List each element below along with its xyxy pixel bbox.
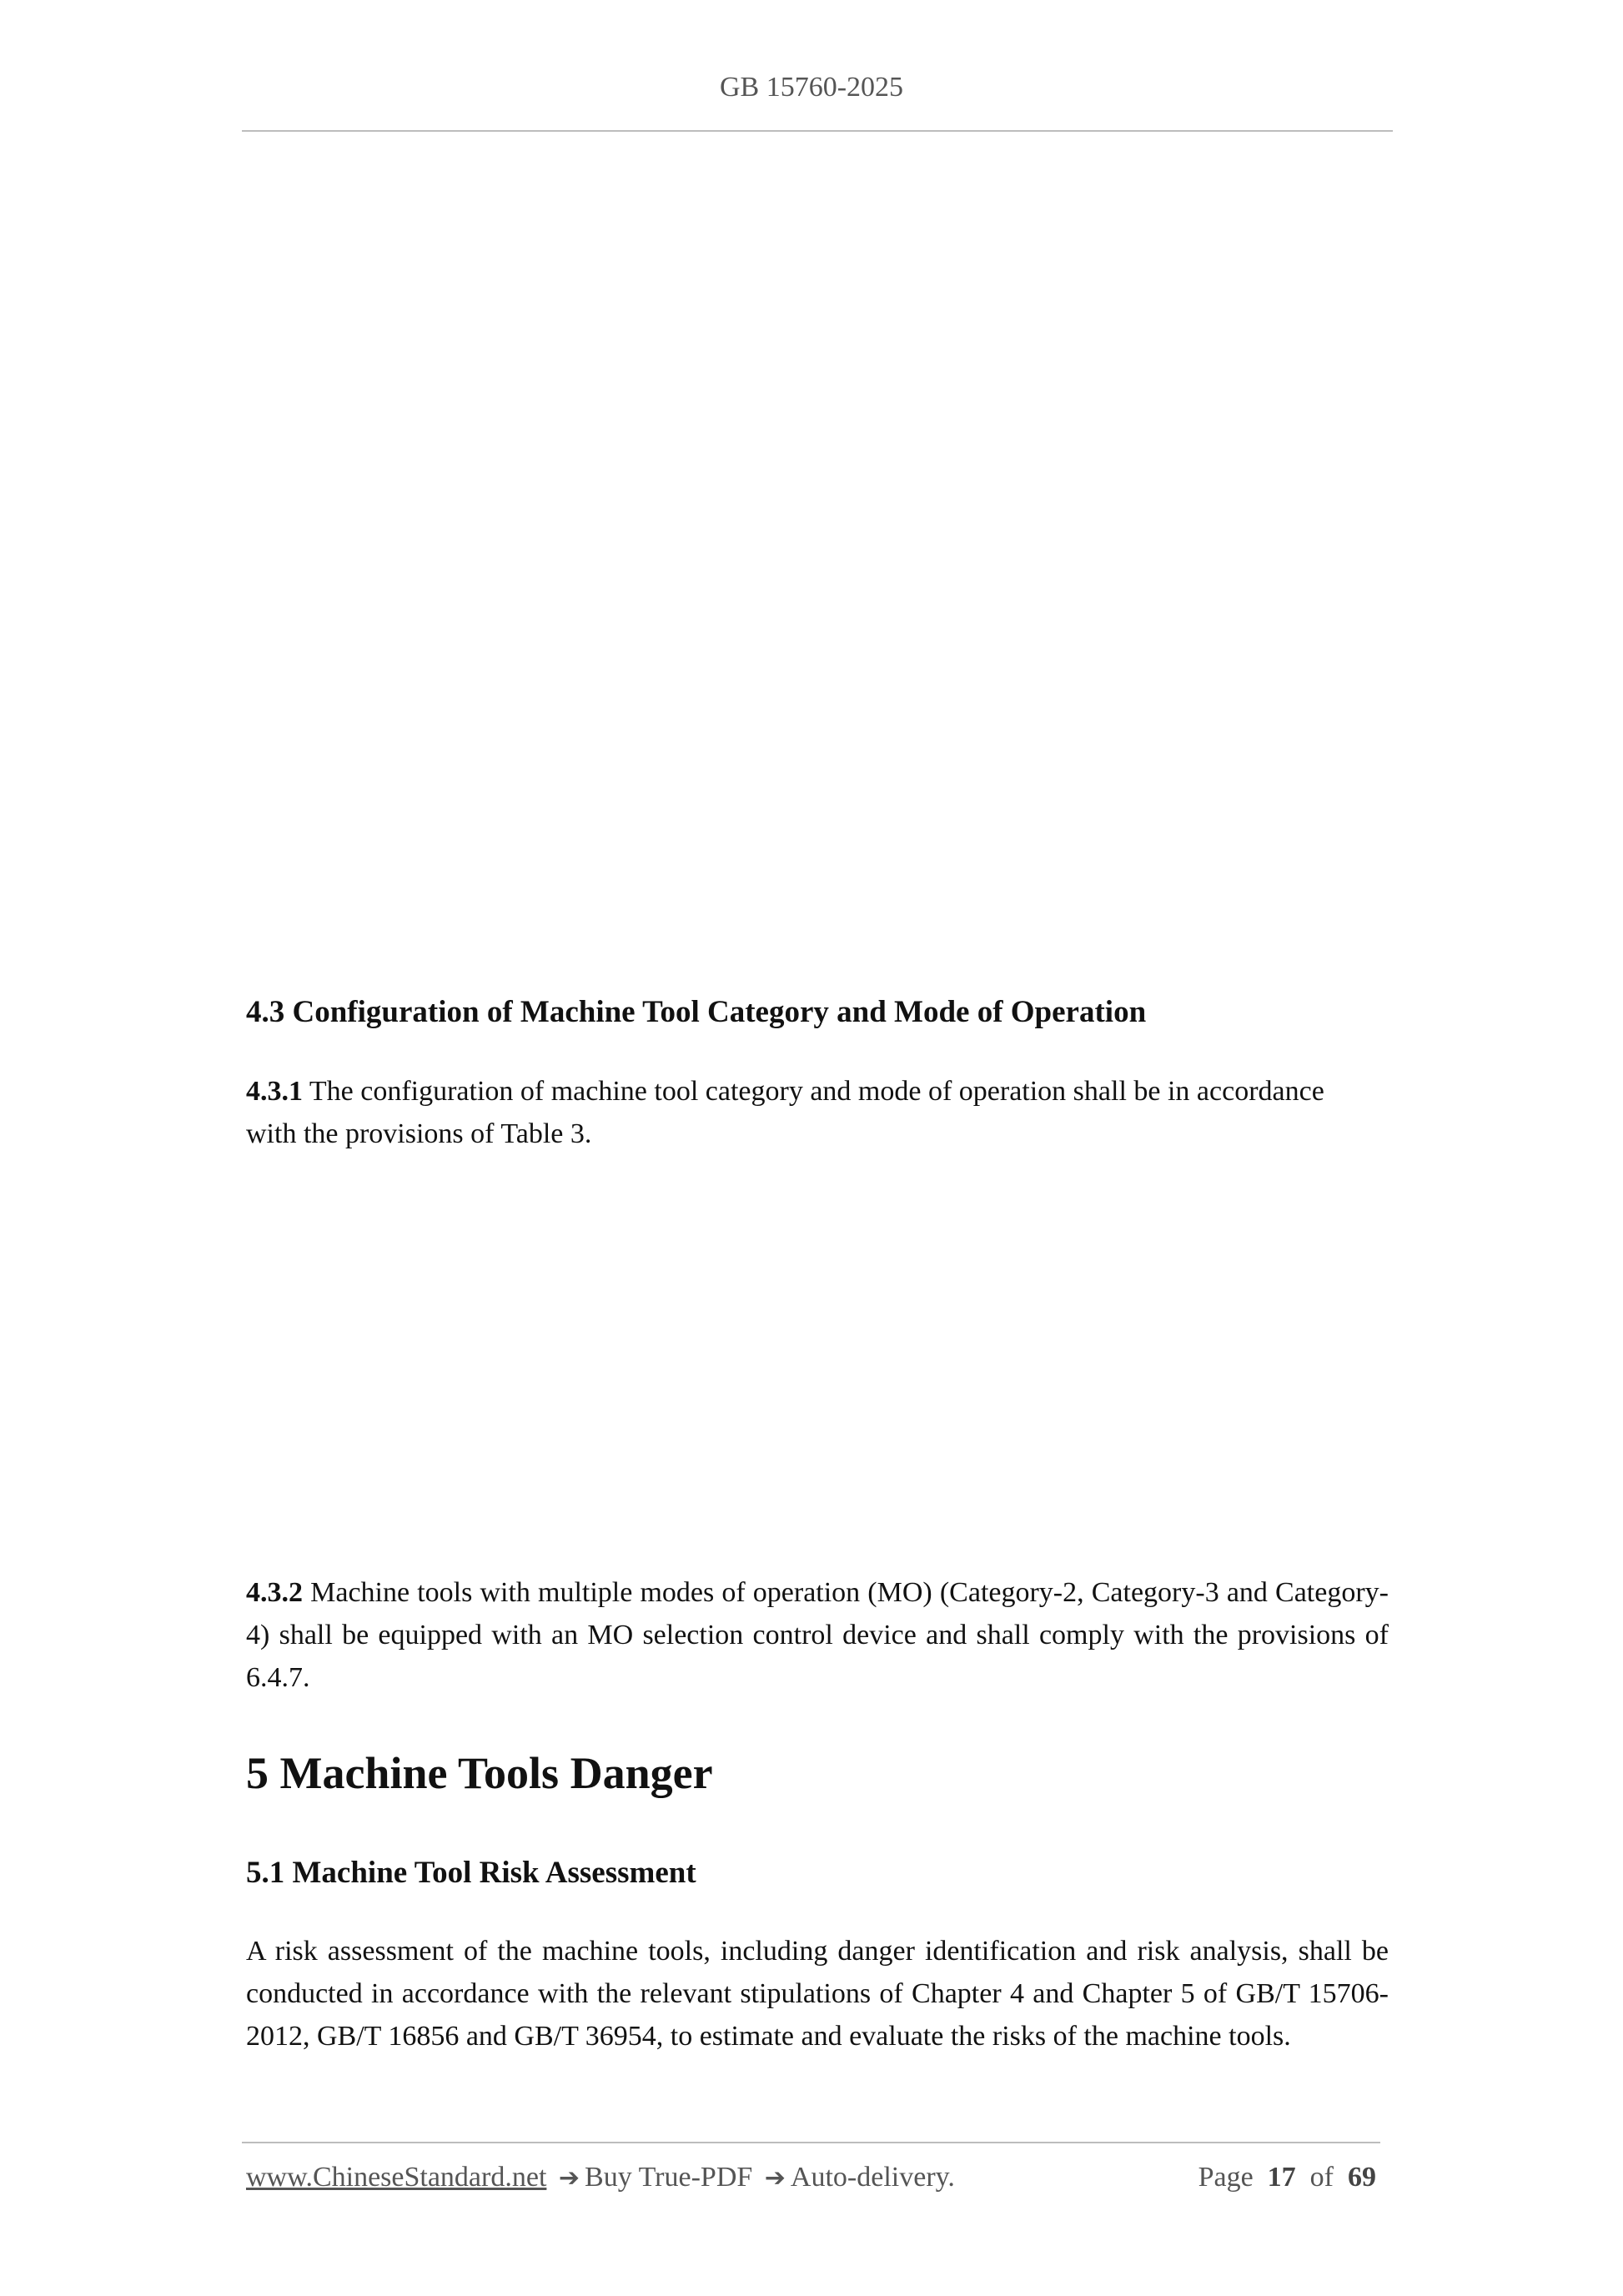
buy-text: Buy True-PDF	[585, 2162, 753, 2193]
footer-promo	[246, 2162, 955, 2193]
site-link[interactable]: www.ChineseStandard.net	[246, 2162, 547, 2193]
page-total: 69	[1348, 2162, 1376, 2193]
clause-4-3-1-text-line1: The configuration of machine tool category and mode of operation shall be in accordance	[303, 1076, 1324, 1107]
chapter-5-heading: 5 Machine Tools Danger	[246, 1748, 713, 1798]
footer-divider	[242, 2142, 1380, 2143]
page-counter	[1198, 2162, 1376, 2193]
page-of-label: of	[1309, 2162, 1334, 2193]
clause-4-3-1-text-line2: with the provisions of Table 3.	[246, 1118, 592, 1149]
document-code: GB 15760-2025	[719, 72, 904, 103]
clause-4-3-2	[246, 1571, 1389, 1699]
clause-4-3-1-number: 4.3.1	[246, 1076, 303, 1107]
delivery-text: Auto-delivery.	[790, 2162, 955, 2193]
page-label: Page	[1198, 2162, 1254, 2193]
section-4-3-heading: 4.3 Configuration of Machine Tool Category and Mode of Operation	[246, 995, 1147, 1029]
clause-4-3-1	[246, 1070, 1389, 1155]
section-5-1-paragraph: A risk assessment of the machine tools, including danger identification and risk analysis, shall be conducted in accordance with the relevant stipulations of Chapter 4 and Chapter 5 of GB/T 15706-2012, GB/T 16856 and GB/T 36954, to estimate and evaluate the risks of the machine tools.	[246, 1936, 1389, 2052]
header-divider	[242, 130, 1393, 132]
arrow-right-icon: ➔	[558, 2163, 580, 2193]
clause-4-3-2-text: Machine tools with multiple modes of operation (MO) (Category-2, Category-3 and Category-4) shall be equipped with an MO selection control device and shall comply with the provisions of 6.4.7.	[246, 1577, 1389, 1693]
page-current: 17	[1267, 2162, 1296, 2193]
clause-4-3-2-number: 4.3.2	[246, 1577, 303, 1608]
arrow-right-icon: ➔	[764, 2163, 786, 2193]
section-5-1-heading: 5.1 Machine Tool Risk Assessment	[246, 1856, 696, 1890]
